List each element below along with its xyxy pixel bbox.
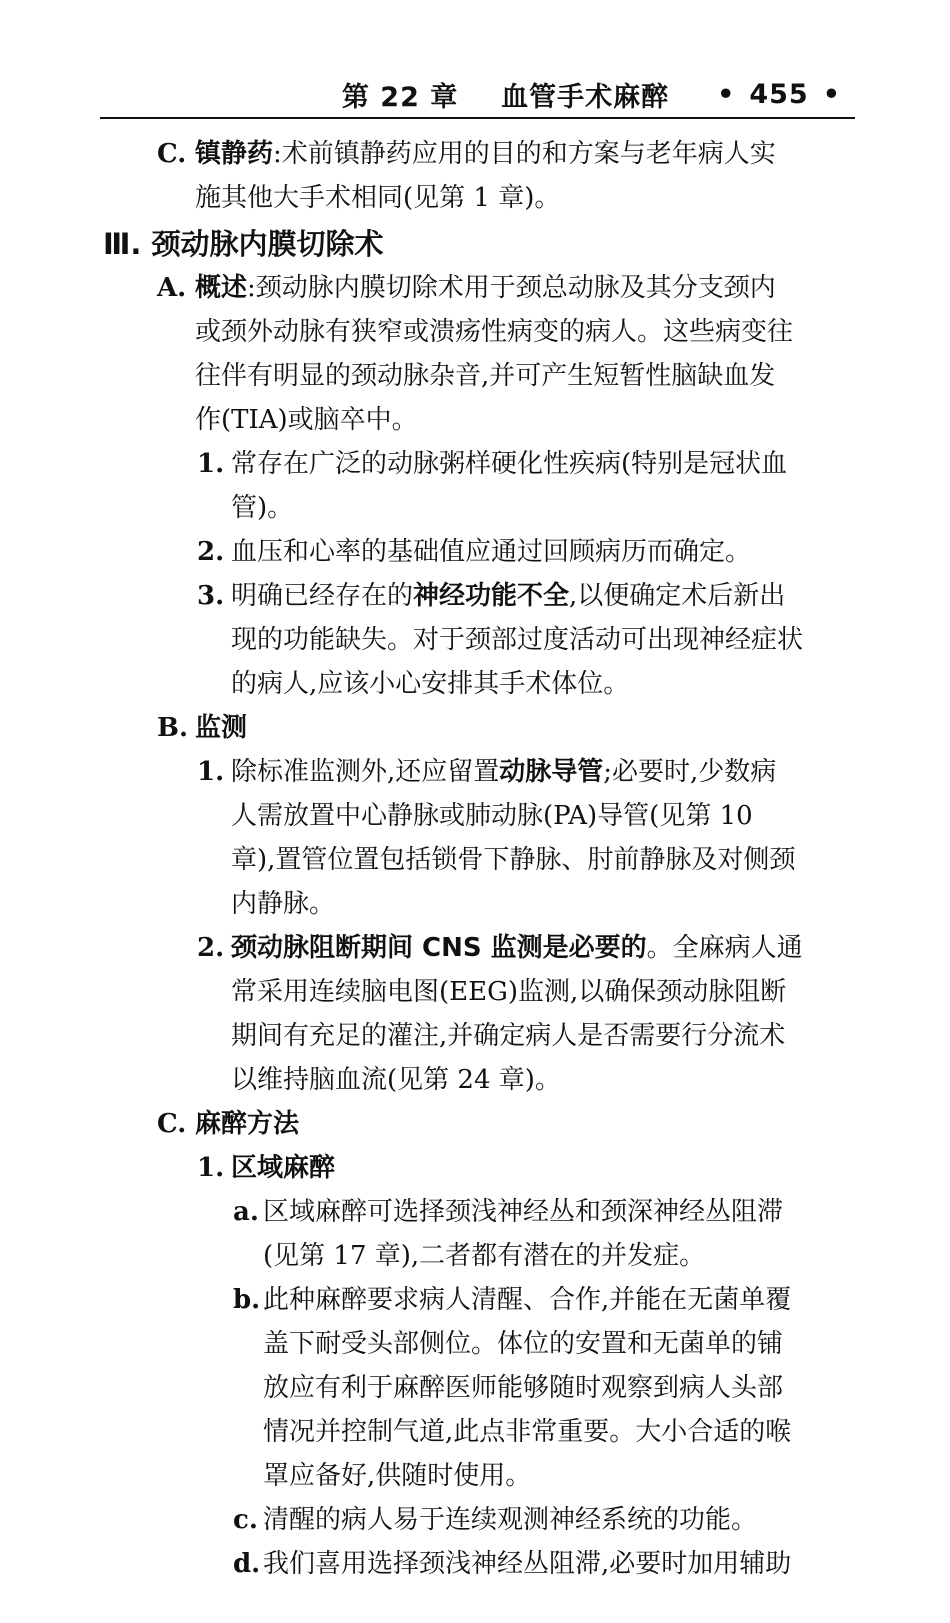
text-line: 3. 明确已经存在的神经功能不全,以便确定术后新出 (197, 581, 786, 611)
running-header (100, 72, 855, 116)
text-line: c. 清醒的病人易于连续观测神经系统的功能。 (233, 1505, 758, 1535)
text-line: b. 此种麻醉要求病人清醒、合作,并能在无菌单覆 (233, 1285, 792, 1315)
text-line: 章),置管位置包括锁骨下静脉、肘前静脉及对侧颈 (231, 845, 796, 875)
text-line: 2. 血压和心率的基础值应通过回顾病历而确定。 (197, 537, 752, 567)
text-line: 往伴有明显的颈动脉杂音,并可产生短暂性脑缺血发 (195, 361, 776, 391)
text-line: 或颈外动脉有狭窄或溃疡性病变的病人。这些病变往 (195, 317, 794, 347)
text-line: C. 镇静药:术前镇静药应用的目的和方案与老年病人实 (157, 139, 776, 169)
text-line: 以维持脑血流(见第 24 章)。 (231, 1065, 561, 1095)
text-line: a. 区域麻醉可选择颈浅神经丛和颈深神经丛阻滞 (233, 1197, 784, 1227)
text-line: 情况并控制气道,此点非常重要。大小合适的喉 (263, 1417, 792, 1447)
page-number: 455 (749, 78, 809, 110)
text-line: 现的功能缺失。对于颈部过度活动可出现神经症状 (231, 625, 804, 655)
text-line: 罩应备好,供随时使用。 (263, 1461, 532, 1491)
text-line: (见第 17 章),二者都有潜在的并发症。 (263, 1241, 706, 1271)
text-line: 期间有充足的灌注,并确定病人是否需要行分流术 (231, 1021, 786, 1051)
text-line: 作(TIA)或脑卒中。 (195, 405, 418, 435)
text-line: 常采用连续脑电图(EEG)监测,以确保颈动脉阻断 (231, 977, 787, 1007)
text-line: 的病人,应该小心安排其手术体位。 (231, 669, 630, 699)
text-line: 1. 常存在广泛的动脉粥样硬化性疾病(特别是冠状血 (197, 449, 788, 479)
text-line: A. 概述:颈动脉内膜切除术用于颈总动脉及其分支颈内 (157, 273, 776, 303)
header-bullet: • (717, 78, 736, 110)
text-line: B. 监测 (157, 713, 248, 743)
text-line: 1. 除标准监测外,还应留置动脉导管;必要时,少数病 (197, 757, 777, 787)
text-line: 人需放置中心静脉或肺动脉(PA)导管(见第 10 (231, 801, 753, 831)
text-line: 盖下耐受头部侧位。体位的安置和无菌单的铺 (263, 1329, 784, 1359)
chapter-number: 第 22 章 (341, 81, 459, 113)
text-line: 2. 颈动脉阻断期间 CNS 监测是必要的。全麻病人通 (197, 933, 803, 963)
text-line: 1. 区域麻醉 (197, 1153, 336, 1183)
section-heading: Ⅲ. 颈动脉内膜切除术 (103, 227, 384, 261)
text-line: 管)。 (231, 493, 294, 523)
text-line: 施其他大手术相同(见第 1 章)。 (195, 183, 561, 213)
chapter-title: 血管手术麻醉 (501, 81, 670, 113)
text-line: d. 我们喜用选择颈浅神经丛阻滞,必要时加用辅助 (233, 1549, 792, 1579)
header-bullet: • (822, 78, 841, 110)
header-rule (100, 117, 855, 119)
text-line: C. 麻醉方法 (157, 1109, 300, 1139)
text-line: 放应有利于麻醉医师能够随时观察到病人头部 (263, 1373, 784, 1403)
text-line: 内静脉。 (231, 889, 336, 919)
